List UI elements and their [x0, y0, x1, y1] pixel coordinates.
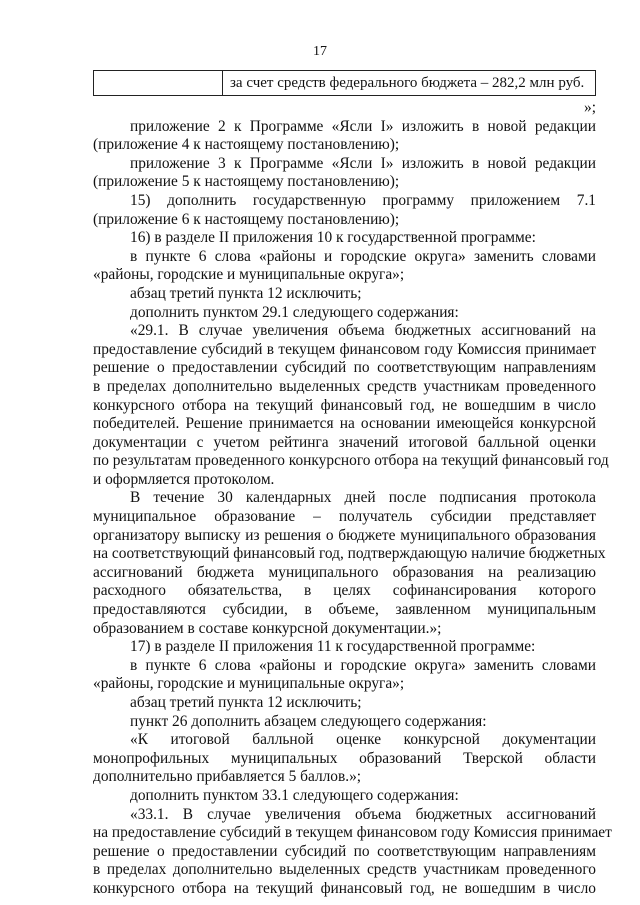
text-line: организатору выписку из решения о бюджете муниципального образования	[93, 526, 596, 544]
budget-table-row	[93, 70, 596, 96]
text-line: в пункте 6 слова «районы и городские округа» заменить словами	[130, 247, 596, 265]
text-line: дополнить пунктом 33.1 следующего содержания:	[130, 786, 459, 804]
text-line: на соответствующий финансовый год, подтверждающую наличие бюджетных	[93, 545, 606, 563]
text-line: дополнительно прибавляется 5 баллов.»;	[93, 768, 362, 786]
page-number: 17	[313, 44, 327, 59]
text-line: «29.1. В случае увеличения объема бюджетных ассигнований на	[130, 322, 596, 340]
text-line: конкурсного отбора на текущий финансовый год, не вошедшим в число	[93, 879, 596, 897]
text-line: в пункте 6 слова «районы и городские округа» заменить словами	[130, 656, 596, 674]
text-line: «К итоговой балльной оценке конкурсной документации	[130, 731, 596, 749]
text-line: 15) дополнить государственную программу приложением 7.1	[130, 191, 596, 209]
text-line: в пределах дополнительно выделенных средств участникам проведенного	[93, 861, 596, 879]
text-line: абзац третий пункта 12 исключить;	[130, 284, 362, 302]
text-line: на предоставление субсидий в текущем финансовом году Комиссия принимает	[93, 824, 612, 842]
text-line: по результатам проведенного конкурсного отбора на текущий финансовый год	[93, 452, 609, 470]
table-cell-funding: за счет средств федерального бюджета – 282,2 млн руб.	[230, 75, 585, 91]
text-line: решение о предоставлении субсидий по соответствующим направлениям	[93, 842, 596, 860]
text-line: конкурсного отбора на текущий финансовый год, не вошедшим в число	[93, 396, 596, 414]
text-line: приложение 3 к Программе «Ясли I» изложить в новой редакции	[130, 154, 596, 172]
table-cell-empty	[94, 71, 223, 95]
text-line: «районы, городские и муниципальные округа»;	[93, 675, 405, 693]
text-line: образованием в составе конкурсной документации.»;	[93, 619, 442, 637]
text-line: (приложение 6 к настоящему постановлению);	[93, 210, 400, 228]
text-line: »;	[584, 99, 596, 116]
document-body	[93, 99, 612, 899]
text-line: дополнить пунктом 29.1 следующего содержания:	[130, 303, 459, 321]
text-line: В течение 30 календарных дней после подписания протокола	[130, 489, 596, 507]
text-line: победителей. Решение принимается на основании имеющейся конкурсной	[93, 415, 596, 433]
text-line: (приложение 4 к настоящему постановлению);	[93, 136, 400, 154]
text-line: решение о предоставлении субсидий по соответствующим направлениям	[93, 359, 596, 377]
text-line: в пределах дополнительно выделенных средств участникам проведенного	[93, 377, 596, 395]
text-line: (приложение 5 к настоящему постановлению);	[93, 173, 400, 191]
text-line: документации с учетом рейтинга значений итоговой балльной оценки	[93, 433, 596, 451]
text-line: абзац третий пункта 12 исключить;	[130, 694, 362, 711]
text-line: и оформляется протоколом.	[93, 470, 275, 488]
text-line: 16) в разделе II приложения 10 к государственной программе:	[130, 229, 536, 247]
text-line: муниципальное образование – получатель субсидии представляет	[93, 508, 596, 526]
text-line: «33.1. В случае увеличения объема бюджетных ассигнований	[130, 805, 596, 823]
text-line: монопрофильных муниципальных образований Тверской области	[93, 749, 596, 767]
text-line: 17) в разделе II приложения 11 к государственной программе:	[130, 638, 536, 656]
text-line: предоставляются субсидии, в объеме, заявленном муниципальным	[93, 601, 596, 619]
text-line: ассигнований бюджета муниципального образования на реализацию	[93, 563, 596, 581]
text-line: предоставление субсидий в текущем финансовом году Комиссия принимает	[93, 340, 596, 358]
text-line: пункт 26 дополнить абзацем следующего содержания:	[130, 712, 487, 730]
text-line: «районы, городские и муниципальные округа»;	[93, 266, 405, 284]
text-line: приложение 2 к Программе «Ясли I» изложить в новой редакции	[130, 117, 596, 135]
text-line: расходного обязательства, в целях софинансирования которого	[93, 582, 596, 600]
